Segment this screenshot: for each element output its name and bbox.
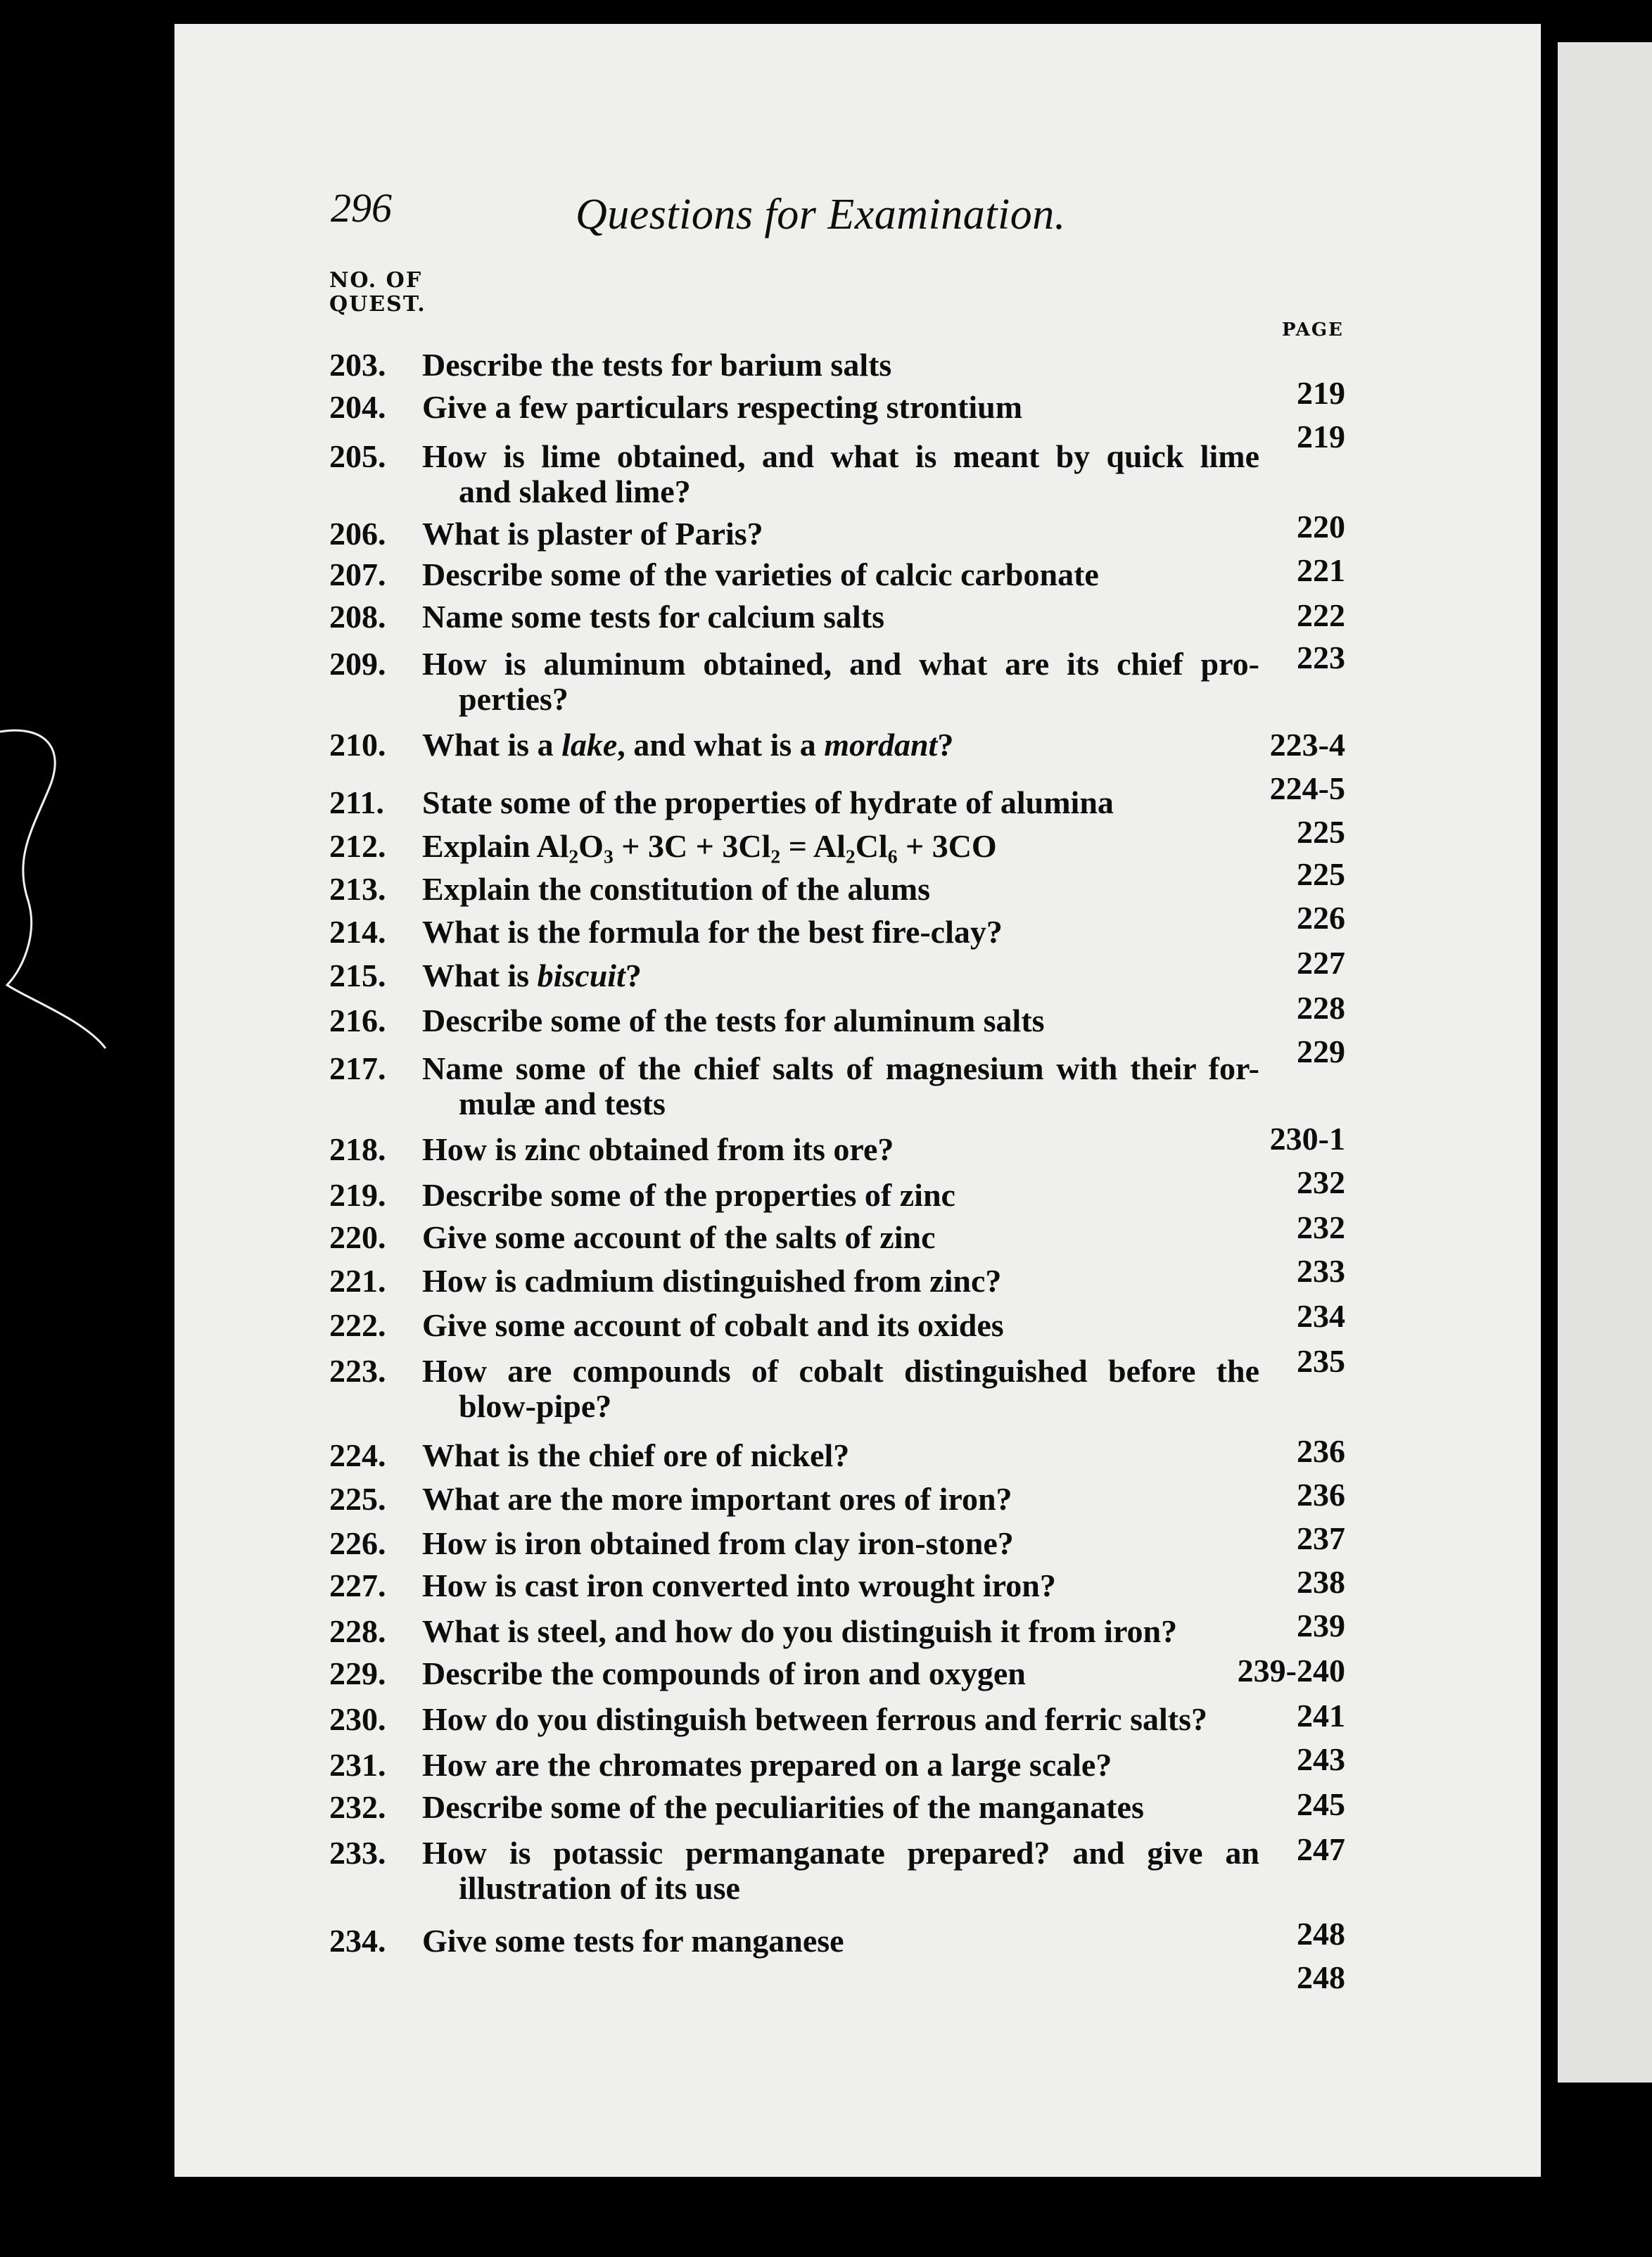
question-number: 211. xyxy=(329,784,384,820)
question-text: Describe some of the peculiarities of the manganates xyxy=(422,1789,1144,1825)
question-number: 218. xyxy=(329,1131,386,1167)
question-number: 213. xyxy=(329,871,386,907)
page-reference: 227 xyxy=(1297,945,1345,981)
question-number: 222. xyxy=(329,1307,386,1343)
question-number: 206. xyxy=(329,516,386,552)
running-title: Questions for Examination. xyxy=(576,191,1066,239)
question-number: 227. xyxy=(329,1568,386,1603)
question-number: 217. xyxy=(329,1050,386,1086)
page-reference: 232 xyxy=(1297,1164,1345,1200)
column-header-line-2: QUEST. xyxy=(329,292,426,317)
page-reference: 239-240 xyxy=(1237,1653,1345,1689)
page-number: 296 xyxy=(331,185,392,231)
question-number: 226. xyxy=(329,1525,386,1561)
question-text: What is steel, and how do you distinguish it from iron? xyxy=(422,1613,1178,1649)
question-text: Give some account of cobalt and its oxides xyxy=(422,1307,1004,1343)
question-text: What is biscuit? xyxy=(422,958,642,993)
question-number: 214. xyxy=(329,914,386,950)
question-number: 234. xyxy=(329,1923,386,1959)
question-number: 203. xyxy=(329,347,386,383)
question-text-continuation: blow-pipe? xyxy=(459,1388,612,1424)
question-text: How is cadmium distinguished from zinc? xyxy=(422,1263,1002,1299)
page-reference: 220 xyxy=(1297,509,1345,545)
question-text: Explain the constitution of the alums xyxy=(422,871,931,907)
page-reference: 239 xyxy=(1297,1608,1345,1644)
page-reference: 237 xyxy=(1297,1520,1345,1556)
question-text: How is zinc obtained from its ore? xyxy=(422,1131,894,1167)
question-number: 208. xyxy=(329,599,386,635)
facing-page-edge xyxy=(1558,42,1652,2083)
question-number: 207. xyxy=(329,557,386,592)
question-number: 221. xyxy=(329,1263,386,1299)
page-column-header: PAGE xyxy=(1282,319,1344,341)
question-text: How is cast iron converted into wrought iron? xyxy=(422,1568,1056,1603)
question-number: 219. xyxy=(329,1177,386,1213)
page-reference: 223-4 xyxy=(1269,727,1345,763)
question-number: 220. xyxy=(329,1219,386,1255)
page-reference: 235 xyxy=(1297,1343,1345,1379)
question-number: 230. xyxy=(329,1701,386,1737)
question-text: How is lime obtained, and what is meant by quick lime xyxy=(422,438,1259,474)
page-reference: 234 xyxy=(1297,1298,1345,1334)
question-text: How do you distinguish between ferrous and ferric salts? xyxy=(422,1701,1207,1737)
page-reference: 236 xyxy=(1297,1433,1345,1469)
question-number: 232. xyxy=(329,1789,386,1825)
question-entry xyxy=(329,389,1385,454)
page-reference: 224-5 xyxy=(1269,770,1345,806)
question-text: What is plaster of Paris? xyxy=(422,516,763,552)
page-reference: 222 xyxy=(1297,597,1345,633)
question-text: What is the formula for the best fire-clay? xyxy=(422,914,1003,950)
pencil-scribble-mark xyxy=(0,718,113,1083)
question-number: 204. xyxy=(329,389,386,425)
question-number: 212. xyxy=(329,828,386,864)
question-number: 205. xyxy=(329,438,386,474)
italic-term: biscuit xyxy=(537,958,625,993)
question-text: Describe some of the tests for aluminum salts xyxy=(422,1003,1045,1038)
page-reference: 223 xyxy=(1297,640,1345,675)
page-reference: 225 xyxy=(1297,814,1345,850)
page-reference: 245 xyxy=(1297,1786,1345,1822)
question-text-continuation: perties? xyxy=(459,681,568,717)
question-text: Give a few particulars respecting strontium xyxy=(422,389,1023,425)
question-number: 225. xyxy=(329,1481,386,1517)
book-page xyxy=(174,24,1541,2177)
question-text: Describe some of the properties of zinc xyxy=(422,1177,955,1213)
question-text: What is a lake, and what is a mordant? xyxy=(422,727,954,763)
page-reference: 226 xyxy=(1297,900,1345,936)
page-reference: 219 xyxy=(1297,419,1345,454)
question-text: What are the more important ores of iron? xyxy=(422,1481,1012,1517)
question-text: Name some tests for calcium salts xyxy=(422,599,885,635)
page-reference: 236 xyxy=(1297,1477,1345,1513)
page-reference: 228 xyxy=(1297,990,1345,1026)
question-number: 210. xyxy=(329,727,386,763)
page-reference: 241 xyxy=(1297,1698,1345,1734)
question-text: What is the chief ore of nickel? xyxy=(422,1437,850,1473)
question-text: Give some tests for manganese xyxy=(422,1923,844,1959)
question-text: Describe the compounds of iron and oxygen xyxy=(422,1655,1026,1691)
question-text: Give some account of the salts of zinc xyxy=(422,1219,936,1255)
question-text: State some of the properties of hydrate of alumina xyxy=(422,784,1114,820)
question-entry xyxy=(329,1923,1385,1995)
question-number: 224. xyxy=(329,1437,386,1473)
question-text-continuation: and slaked lime? xyxy=(459,473,691,509)
question-text-continuation: mulæ and tests xyxy=(459,1086,666,1121)
page-reference: 233 xyxy=(1297,1253,1345,1289)
page-reference: 232 xyxy=(1297,1209,1345,1245)
italic-term: mordant xyxy=(824,727,938,763)
question-number: 223. xyxy=(329,1353,386,1389)
question-number: 233. xyxy=(329,1835,386,1871)
question-number: 231. xyxy=(329,1747,386,1783)
page-reference: 229 xyxy=(1297,1034,1345,1069)
page-reference: 243 xyxy=(1297,1741,1345,1777)
page-reference: 238 xyxy=(1297,1564,1345,1600)
question-text-formula: Explain $Al_2O_3 + 3C + 3Cl_2 = Al_2Cl_6 + 3CO$ xyxy=(422,828,997,867)
page-reference: 221 xyxy=(1297,552,1345,588)
question-number: 228. xyxy=(329,1613,386,1649)
question-text: How are compounds of cobalt distinguished before the xyxy=(422,1353,1259,1389)
column-header-line-1: NO. OF xyxy=(329,268,423,293)
italic-term: lake xyxy=(561,727,618,763)
question-text-continuation: illustration of its use xyxy=(459,1870,740,1906)
question-list xyxy=(174,24,1541,2177)
question-number: 229. xyxy=(329,1655,386,1691)
question-text: Describe the tests for barium salts xyxy=(422,347,892,383)
question-text: Describe some of the varieties of calcic carbonate xyxy=(422,557,1099,592)
question-number: 215. xyxy=(329,958,386,993)
question-number: 209. xyxy=(329,646,386,682)
question-text: How is potassic permanganate prepared? and give an xyxy=(422,1835,1259,1871)
question-text: Name some of the chief salts of magnesium with their for- xyxy=(422,1050,1259,1086)
question-text: How are the chromates prepared on a large scale? xyxy=(422,1747,1112,1783)
question-text: How is iron obtained from clay iron-stone? xyxy=(422,1525,1014,1561)
question-text: How is aluminum obtained, and what are its chief pro- xyxy=(422,646,1259,682)
page-reference: 225 xyxy=(1297,856,1345,892)
question-number: 216. xyxy=(329,1003,386,1038)
page-reference: 248 xyxy=(1297,1916,1345,1952)
page-reference: 248 xyxy=(1297,1959,1345,1995)
page-reference: 219 xyxy=(1297,375,1345,411)
page-reference: 247 xyxy=(1297,1831,1345,1867)
page-reference: 230-1 xyxy=(1269,1121,1345,1157)
